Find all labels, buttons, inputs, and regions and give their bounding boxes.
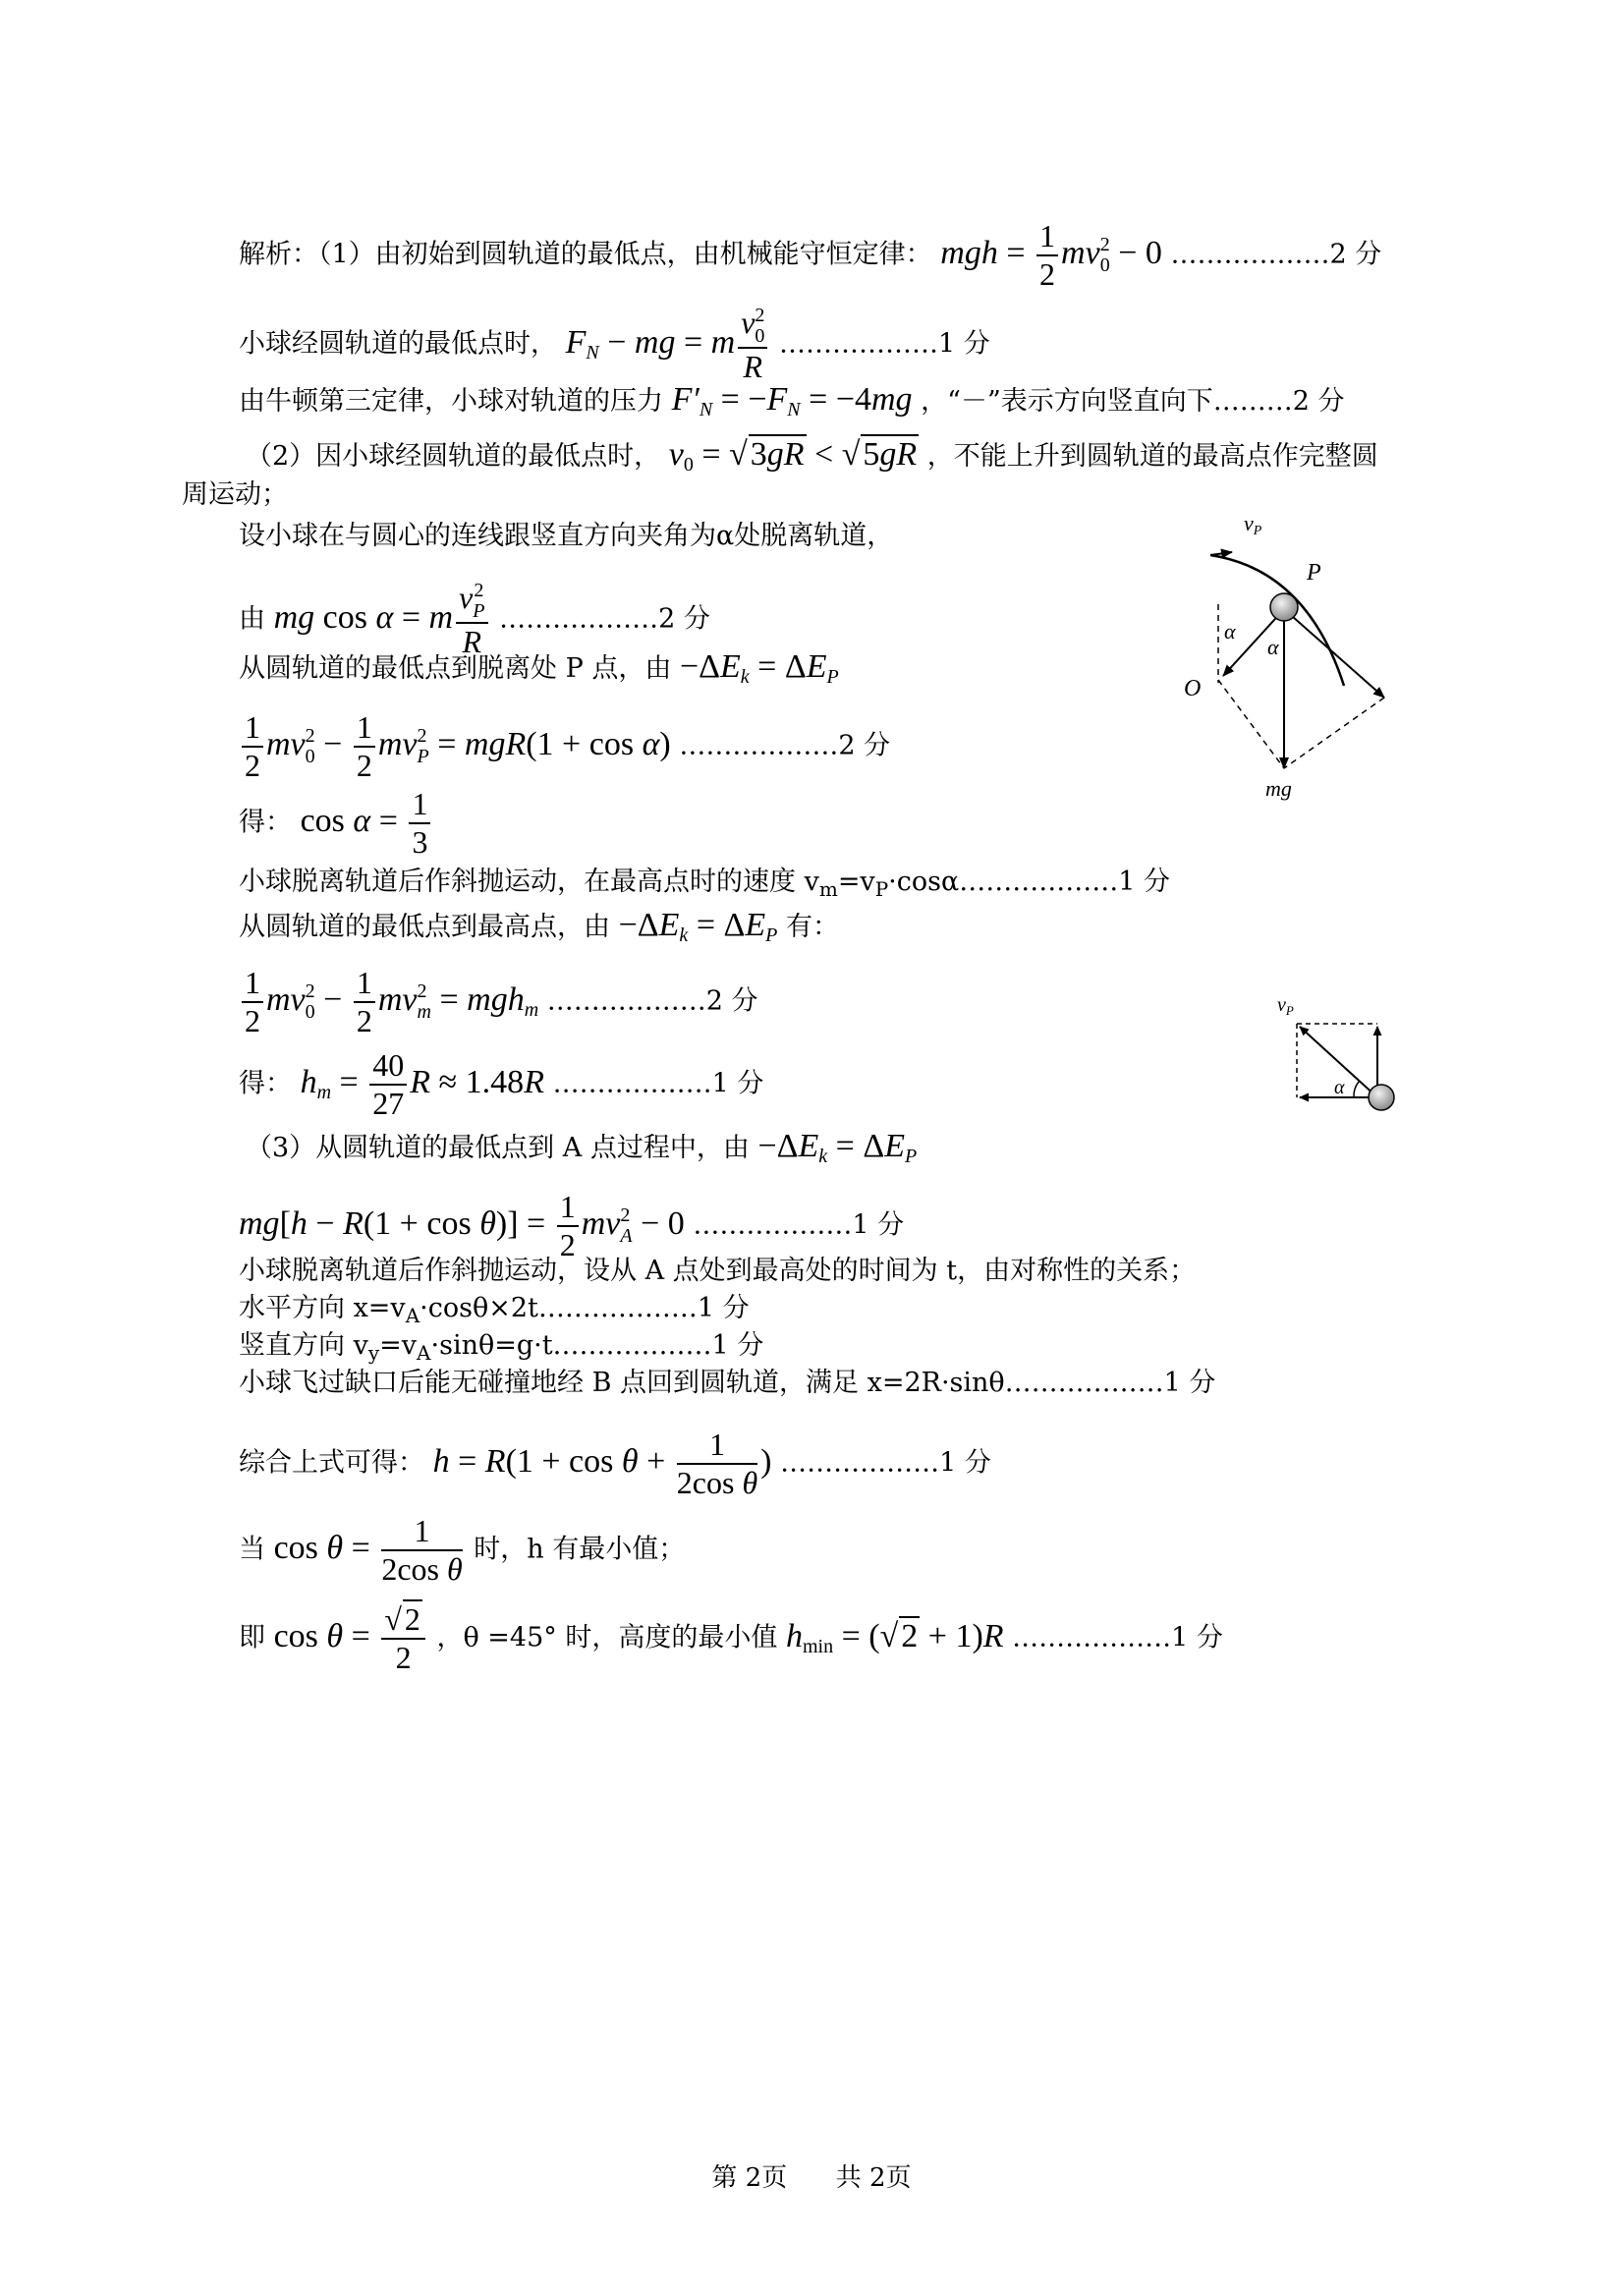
- solution-line-13: [239, 965, 758, 1039]
- velocity-arrow: [1210, 552, 1232, 555]
- to-highest-text: 从圆轨道的最低点到最高点，由: [239, 912, 610, 942]
- newton-third-law-text: 由牛顿第三定律，小球对轨道的压力: [239, 386, 663, 417]
- parallelogram-right: [1284, 698, 1384, 768]
- o-label: O: [1184, 676, 1202, 701]
- normal-force-equation: $F_N$ − mg = m v 2 0 R: [566, 324, 771, 361]
- score-1: ………………1 分: [780, 1447, 991, 1479]
- score-1: ………………1 分: [693, 1209, 905, 1241]
- solution-line-17: [239, 1258, 1196, 1284]
- solution-line-6: [239, 523, 893, 549]
- part2-intro-text: （2）因小球经圆轨道的最低点时，: [246, 441, 661, 472]
- pressure-equation: $F'_N = -F_N = -4mg$: [671, 381, 913, 420]
- height-equation: h = R(1 + cos θ + $\frac{1}{\text{2cos θ}}$ ): [432, 1427, 772, 1500]
- sub-y: y: [367, 1341, 380, 1365]
- solution-line-23: [239, 1601, 1223, 1676]
- cos-alpha-result: cos α = $\frac{1}{3}$: [301, 803, 434, 839]
- solution-line-15: [246, 1130, 917, 1166]
- energy-equation-4: mg[h − R(1 + cos θ)] = $\frac{1}{2}$ mv 2 A − 0: [239, 1189, 685, 1262]
- min-height-result: $h_{min} = (√2 + 1)R$: [785, 1617, 1004, 1657]
- solution-line-20: [239, 1370, 1215, 1396]
- solution-line-12: [239, 909, 839, 945]
- when-text: 当: [239, 1534, 265, 1565]
- score-1: ………………1 分: [779, 328, 990, 360]
- energy-change-equation-3: $-\Delta E_k = \Delta E_P$: [757, 1128, 918, 1167]
- alpha-label-2: α: [1267, 635, 1279, 659]
- score-1: ………………1 分: [1012, 1622, 1223, 1653]
- combine-text: 综合上式可得：: [239, 1447, 424, 1479]
- gap-condition-text: 小球飞过缺口后能无碰撞地经 B 点回到圆轨道，满足 x=2R·sinθ………………1 分: [239, 1368, 1216, 1398]
- min-value-text: 时，h 有最小值；: [474, 1534, 686, 1565]
- solution-line-11: [239, 868, 1170, 899]
- energy-equation: mgh = $\frac{1}{2}$ mv 2 0 − 0: [940, 218, 1162, 292]
- part1-intro-text: 解析：（1）由初始到圆轨道的最低点，由机械能守恒定律：: [239, 239, 932, 270]
- detach-equation: mg cos α = m v 2 P R: [274, 599, 491, 636]
- sub-m: m: [818, 877, 838, 901]
- energy-change-equation-2: $-\Delta E_k = \Delta E_P$: [618, 907, 778, 946]
- tangent-arrow: [1284, 609, 1384, 698]
- score-2: ………………2 分: [1170, 239, 1382, 270]
- energy-change-equation: $-\Delta E_k = \Delta E_P$: [679, 648, 839, 688]
- energy-equation-2: $\frac{1}{2}$ mv 2 0 − $\frac{1}{2}$ mv 2 P = mgR(1 + cos α): [239, 726, 671, 762]
- circle-motion-text: 周运动；: [182, 479, 288, 510]
- projectile-text: 小球脱离轨道后作斜抛运动，在最高点时的速度 v: [239, 867, 819, 897]
- solution-line-4: [246, 438, 1378, 475]
- solution-line-16: [239, 1189, 904, 1263]
- angle-arc: [1354, 1082, 1359, 1097]
- solution-line-18: [239, 1295, 750, 1325]
- direction-note: ，“－”表示方向竖直向下………2 分: [921, 386, 1345, 417]
- sub-a: A: [417, 1341, 431, 1365]
- theta-45-text: ，θ =45° 时，高度的最小值: [436, 1622, 778, 1653]
- solution-line-5: [182, 481, 288, 508]
- lowest-point-text: 小球经圆轨道的最低点时，: [239, 328, 557, 360]
- mg-label: mg: [1265, 776, 1292, 801]
- cos-theta-value: cos θ = $\frac{√2}{2}$: [274, 1618, 428, 1654]
- solution-line-14: [239, 1047, 763, 1122]
- alpha-label: α: [1334, 1077, 1345, 1098]
- page-footer: [0, 2157, 1623, 2194]
- solution-line-2: [239, 305, 990, 384]
- vertical-text: 竖直方向 v: [239, 1330, 368, 1361]
- assume-angle-text: 设小球在与圆心的连线跟竖直方向夹角为α处脱离轨道，: [239, 521, 894, 551]
- solution-line-1: [239, 218, 1381, 293]
- solution-line-19: [239, 1332, 763, 1363]
- alpha-label-1: α: [1224, 619, 1236, 644]
- score-2: ………………2 分: [546, 985, 758, 1017]
- by-text: 由: [239, 603, 265, 635]
- max-height-result: $h_m$ = $\frac{40}{27}$ R ≈ 1.48R: [300, 1047, 544, 1121]
- score-2: ………………2 分: [499, 603, 710, 635]
- page-total: 共 2页: [835, 2163, 912, 2193]
- velocity-decomposition-diagram: [1267, 987, 1405, 1115]
- solution-line-9: [239, 709, 890, 784]
- energy-equation-3: $\frac{1}{2}$ mv 2 0 − $\frac{1}{2}$ mv 2 m = mgh$_m$: [239, 981, 538, 1018]
- parallelogram-left: [1218, 680, 1284, 768]
- have-text: 有：: [785, 912, 839, 942]
- solution-line-7: [239, 580, 710, 659]
- velocity-compare: $v_0 = √3gR < √5gR$: [668, 436, 918, 476]
- horizontal-text: 水平方向 x=v: [239, 1293, 406, 1323]
- ball-icon: [1270, 593, 1298, 621]
- force-diagram: [1159, 511, 1415, 806]
- solution-line-10: [239, 786, 433, 861]
- cannot-complete-text: ，不能上升到圆轨道的最高点作完整圆: [926, 441, 1378, 472]
- sub-a: A: [405, 1304, 420, 1327]
- ball-icon: [1369, 1085, 1394, 1110]
- solution-line-3: [239, 383, 1345, 420]
- score-1: ………………1 分: [552, 1068, 764, 1099]
- vp-label: vP: [1244, 511, 1262, 538]
- score-2: ………………2 分: [679, 730, 891, 761]
- min-condition: cos θ = $\frac{1}{\text{2cos θ}}$: [273, 1513, 463, 1587]
- that-is-text: 即: [239, 1622, 265, 1653]
- solution-line-8: [239, 650, 839, 687]
- sub-p: P: [874, 877, 889, 901]
- horizontal-tail: ·cosθ×2t………………1 分: [420, 1293, 750, 1323]
- vp-label: $v_P$: [1277, 994, 1294, 1018]
- eq-v: =v: [837, 867, 875, 897]
- eq-v: =v: [379, 1330, 418, 1361]
- symmetry-text: 小球脱离轨道后作斜抛运动，设从 A 点处到最高处的时间为 t，由对称性的关系；: [239, 1256, 1197, 1286]
- to-detach-point-text: 从圆轨道的最低点到脱离处 P 点，由: [239, 653, 672, 684]
- page-number: 第 2页: [711, 2163, 788, 2193]
- result-prefix: 得：: [239, 1068, 292, 1099]
- part3-intro-text: （3）从圆轨道的最低点到 A 点过程中，由: [246, 1133, 750, 1163]
- cos-score: ·cosα………………1 分: [888, 867, 1170, 897]
- result-prefix: 得：: [239, 807, 292, 838]
- vertical-tail: ·sinθ=g·t………………1 分: [430, 1330, 764, 1361]
- solution-line-22: [239, 1513, 685, 1588]
- p-label: P: [1307, 560, 1321, 586]
- solution-line-21: [239, 1427, 991, 1501]
